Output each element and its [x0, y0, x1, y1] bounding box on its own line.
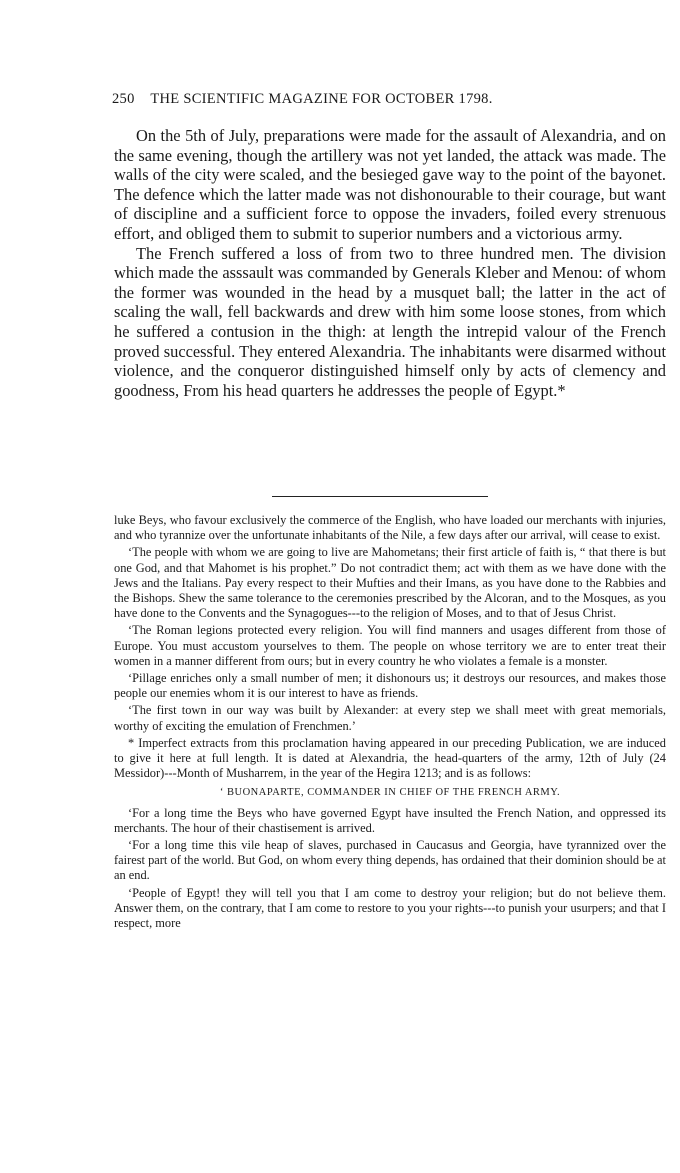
footnote-divider [272, 496, 488, 497]
main-text [114, 126, 666, 400]
footnote-paragraph: ‘Pillage enriches only a small number of men; it dishonours us; it destroys our resources, and makes those people our enemies whom it is our interest to have as friends. [114, 671, 666, 701]
proclamation-paragraph: ‘For a long time the Beys who have governed Egypt have insulted the French Nation, and oppressed its merchants. The hour of their chastisement is arrived. [114, 805, 666, 835]
footnote-paragraph: ‘The Roman legions protected every religion. You will find manners and usages different from those of Europe. You must accustom yourselves to them. The people on whose territory we are to enter treat their women in a manner different from ours; but in every country he who violates a female is a monster. [114, 623, 666, 668]
proclamation-signature: ‘ BUONAPARTE, COMMANDER IN CHIEF OF THE FRENCH ARMY. [219, 787, 561, 799]
footnote-paragraph: luke Beys, who favour exclusively the commerce of the English, who have loaded our merchants with injuries, and who tyrannize over the unfortunate inhabitants of the Nile, a few days after our arrival, will cease to exist. [114, 513, 666, 543]
running-title: THE SCIENTIFIC MAGAZINE FOR OCTOBER 1798. [150, 91, 493, 107]
page-number: 250 [112, 91, 135, 107]
footnotes [114, 513, 666, 933]
main-paragraph: On the 5th of July, preparations were made for the assault of Alexandria, and on the same evening, though the artillery was not yet landed, the attack was made. The walls of the city were scaled, and the besieged gave way to the point of the bayonet. The defence which the latter made was not dishonourable to their courage, but want of discipline and a sufficient force to oppose the invaders, foiled every strenuous effort, and obliged them to submit to superior numbers and a victorious army. [114, 126, 666, 243]
running-header [112, 91, 592, 108]
main-paragraph: The French suffered a loss of from two to three hundred men. The division which made the asssault was commanded by Generals Kleber and Menou: of whom the former was wounded in the head by a musquet ball; the latter in the act of scaling the wall, fell backwards and drew with him some loose stones, from which he suffered a contusion in the thigh: at length the intrepid valour of the French proved successful. They entered Alexandria. The inhabitants were disarmed without violence, and the conqueror distinguished himself only by acts of clemency and goodness, From his head quarters he addresses the people of Egypt.* [114, 243, 666, 400]
footnote-paragraph: ‘The people with whom we are going to live are Mahometans; their first article of faith is, “ that there is but one God, and that Mahomet is his prophet.” Do not contradict them; act with them as we have done with the Jews and the Italians. Pay every respect to their Mufties and their Imans, as you have done to the Rabbies and the Bishops. Shew the same tolerance to the ceremonies prescribed by the Alcoran, and to the Mosques, as you have done to the Convents and the Synagogues---to the religion of Moses, and to that of Jesus Christ. [114, 545, 666, 621]
proclamation-paragraph: ‘For a long time this vile heap of slaves, purchased in Caucasus and Georgia, have tyrannized over the fairest part of the world. But God, on whom every thing depends, has ordained that their dominion should be at an end. [114, 838, 666, 883]
proclamation-paragraph: ‘People of Egypt! they will tell you that I am come to destroy your religion; but do not believe them. Answer them, on the contrary, that I am come to restore to you your rights---to punish your usurpers; and that I respect, more [114, 885, 666, 931]
footnote-paragraph: * Imperfect extracts from this proclamation having appeared in our preceding Publication, we are induced to give it here at full length. It is dated at Alexandria, the head-quarters of the army, 12th of July (24 Messidor)---Month of Musharrem, in the year of the Hegira 1213; and is as follows: [114, 735, 666, 781]
footnote-paragraph: ‘The first town in our way was built by Alexander: at every step we shall meet with great memorials, worthy of exciting the emulation of Frenchmen.’ [114, 703, 666, 733]
